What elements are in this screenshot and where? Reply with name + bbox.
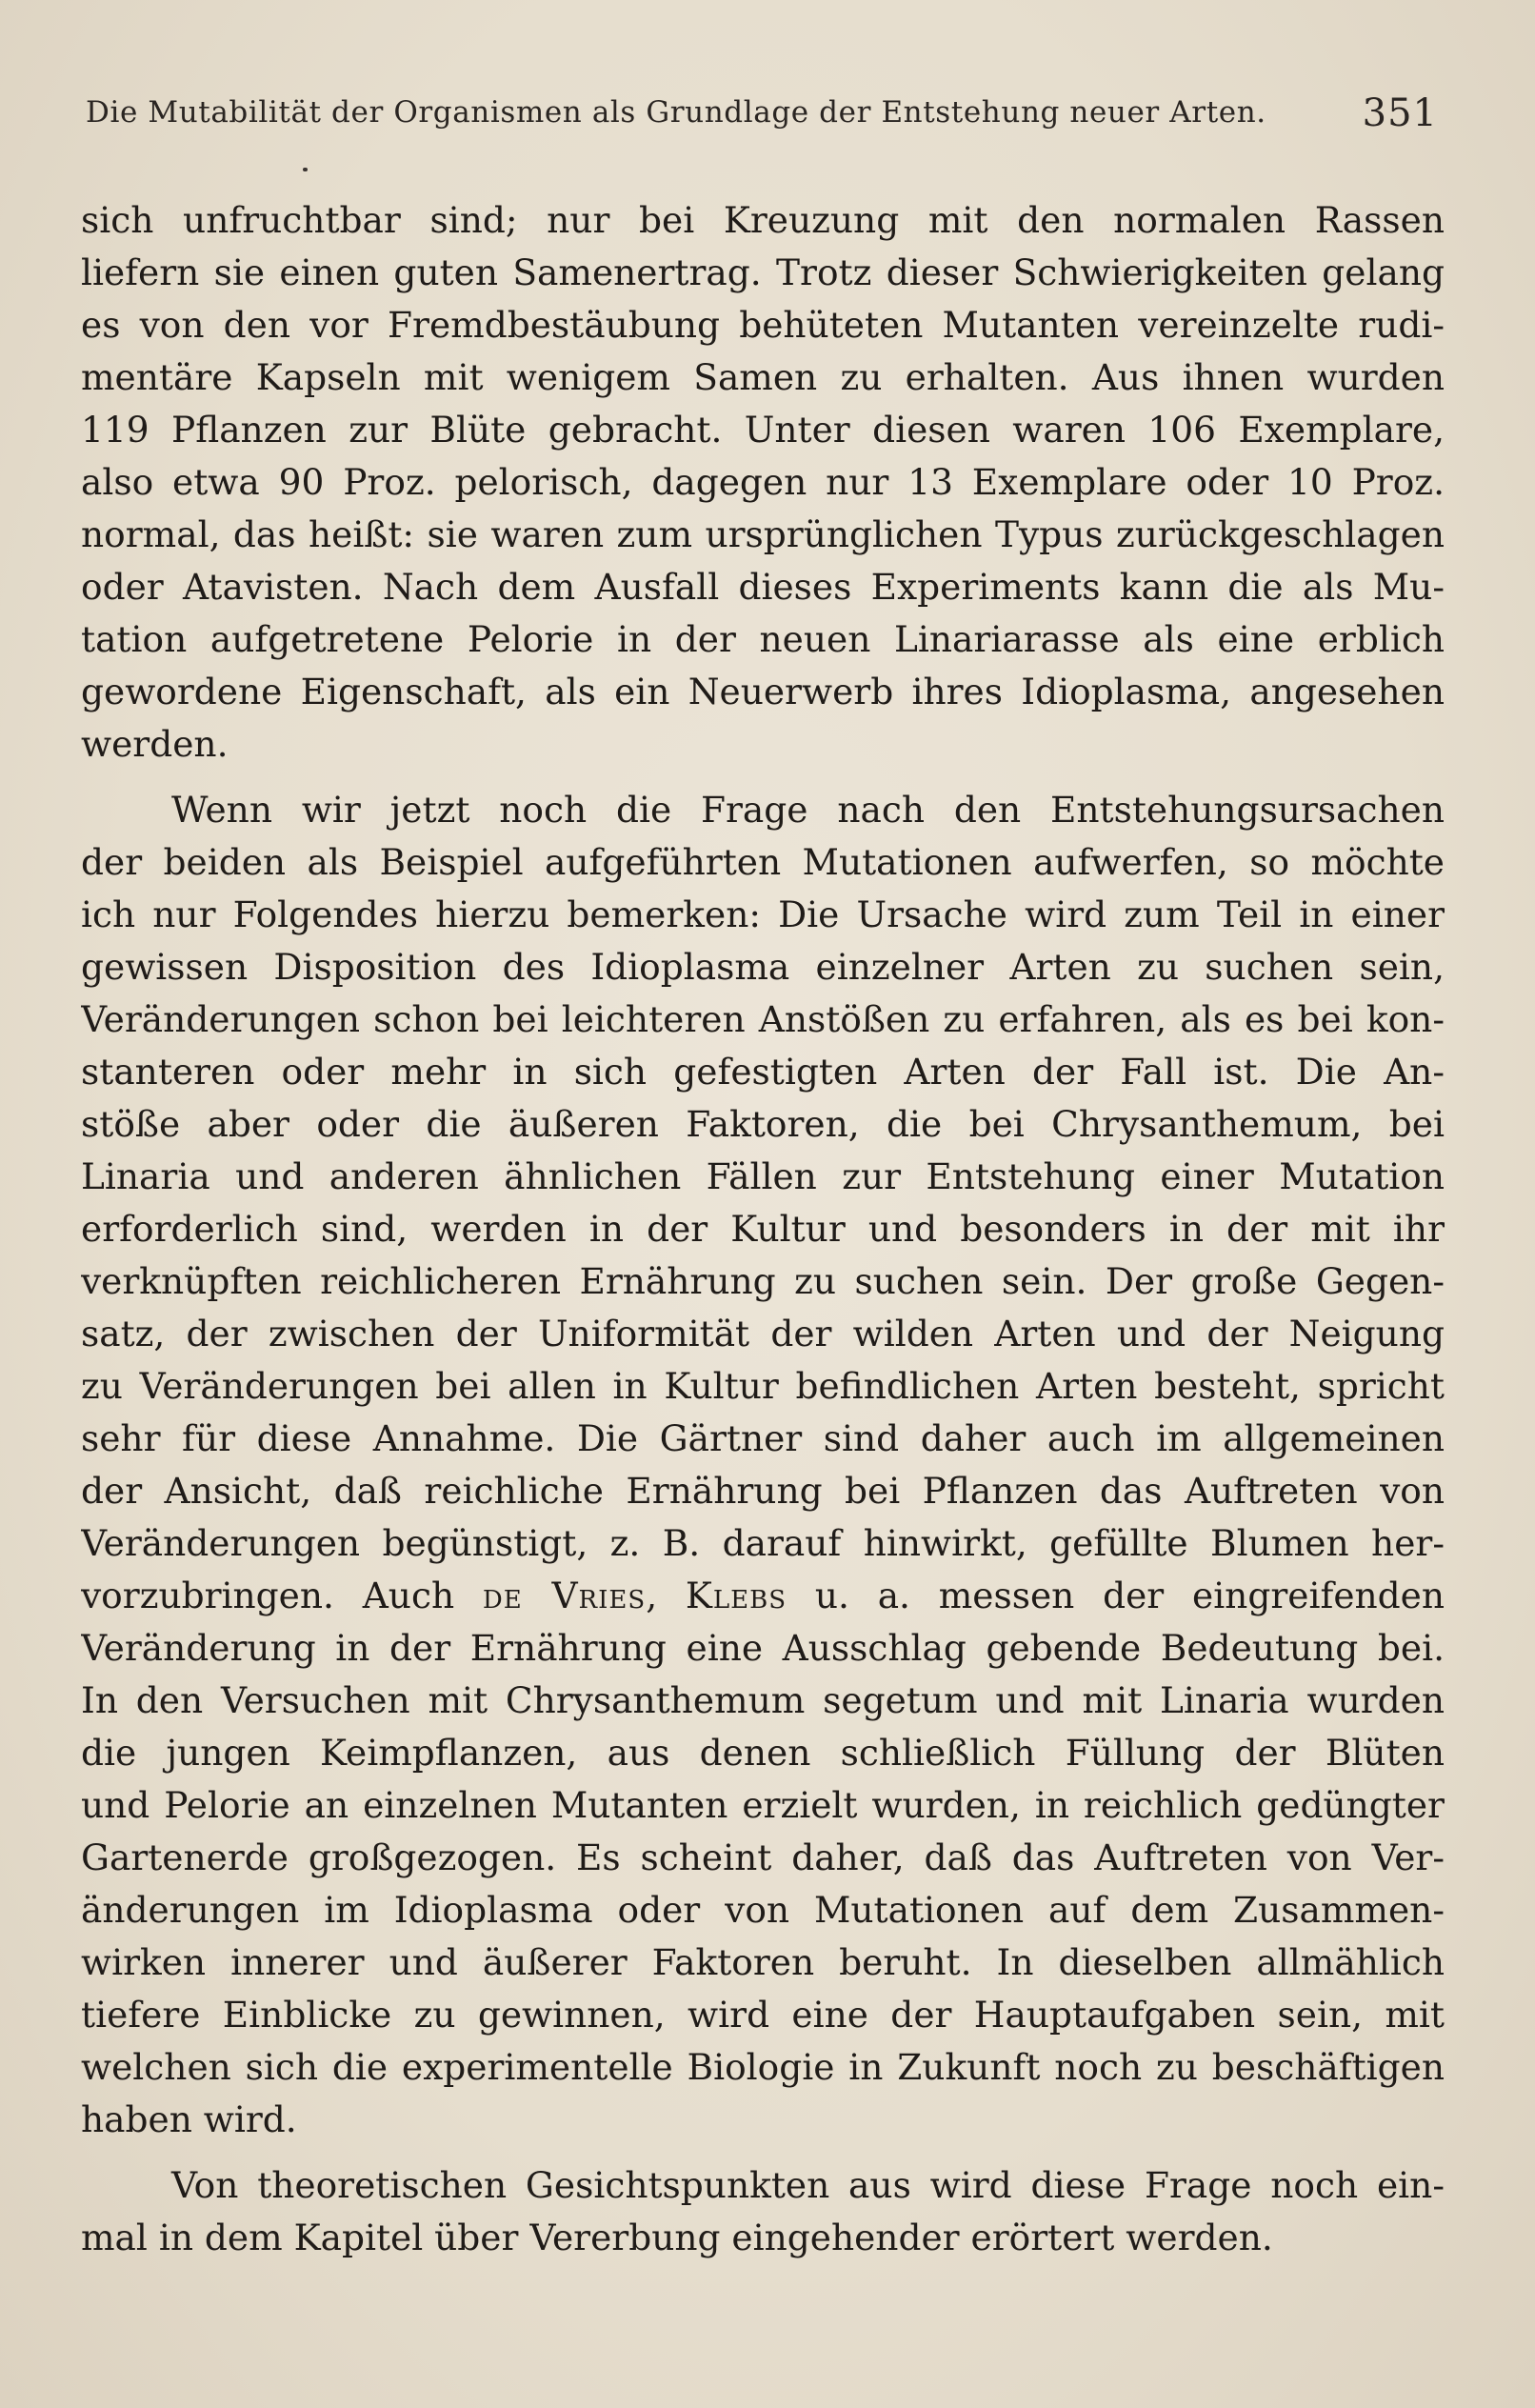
text-line: Veränderungen schon bei leichteren Anstößen zu erfahren, als es bei kon- (81, 998, 1445, 1040)
text-line: zu Veränderungen bei allen in Kultur befindlichen Arten besteht, spricht (81, 1365, 1445, 1407)
paragraph-1 (81, 194, 1445, 771)
text-line: oder Atavisten. Nach dem Ausfall dieses Experiments kann die als Mu- (81, 566, 1445, 608)
text-line: 119 Pflanzen zur Blüte gebracht. Unter diesen waren 106 Exemplare, (81, 409, 1445, 451)
text-line: also etwa 90 Proz. pelorisch, dagegen nur 13 Exemplare oder 10 Proz. (81, 461, 1445, 503)
text-line: Linaria und anderen ähnlichen Fällen zur Entstehung einer Mutation (81, 1155, 1445, 1197)
text-line-with-author-names (81, 1570, 1445, 1622)
text-line: liefern sie einen guten Samenertrag. Trotz dieser Schwierigkeiten gelang (81, 251, 1445, 293)
text-line: Veränderungen begünstigt, z. B. darauf hinwirkt, gefüllte Blumen her- (81, 1522, 1445, 1564)
text-line: Von theoretischen Gesichtspunkten aus wird diese Frage noch ein- (171, 2164, 1445, 2206)
text-line: es von den vor Fremdbestäubung behüteten Mutanten vereinzelte rudi- (81, 304, 1445, 346)
text-line: welchen sich die experimentelle Biologie in Zukunft noch zu beschäftigen (81, 2046, 1445, 2088)
text-line: mentäre Kapseln mit wenigem Samen zu erhalten. Aus ihnen wurden (81, 356, 1445, 398)
text-line: Wenn wir jetzt noch die Frage nach den Entstehungsursachen (171, 789, 1445, 831)
text-line: In den Versuchen mit Chrysanthemum segetum und mit Linaria wurden (81, 1679, 1445, 1721)
page-number: 351 (1362, 91, 1438, 135)
text-segment: u. a. messen der eingreifenden (787, 1575, 1445, 1616)
text-line: sich unfruchtbar sind; nur bei Kreuzung mit den normalen Rassen (81, 199, 1445, 241)
text-line: satz, der zwischen der Uniformität der wilden Arten und der Neigung (81, 1313, 1445, 1354)
text-line: der beiden als Beispiel aufgeführten Mutationen aufwerfen, so möchte (81, 841, 1445, 883)
text-line: mal in dem Kapitel über Vererbung eingehender erörtert werden. (81, 2217, 1273, 2258)
text-line: ich nur Folgendes hierzu bemerken: Die Ursache wird zum Teil in einer (81, 893, 1445, 935)
running-head (86, 91, 1438, 149)
author-name-de-vries: de Vries (482, 1575, 647, 1616)
paragraph-gap (81, 771, 1445, 784)
text-segment: vorzubringen. Auch (81, 1575, 483, 1616)
text-line: werden. (81, 723, 229, 765)
paragraph-gap (81, 2146, 1445, 2159)
text-line: gewissen Disposition des Idioplasma einzelner Arten zu suchen sein, (81, 946, 1445, 988)
text-line: verknüpften reichlicheren Ernährung zu suchen sein. Der große Gegen- (81, 1260, 1445, 1302)
text-line: sehr für diese Annahme. Die Gärtner sind daher auch im allgemeinen (81, 1417, 1445, 1459)
text-line: stöße aber oder die äußeren Faktoren, die bei Chrysanthemum, bei (81, 1103, 1445, 1145)
text-line: tiefere Einblicke zu gewinnen, wird eine der Hauptaufgaben sein, mit (81, 1994, 1445, 2036)
text-line: stanteren oder mehr in sich gefestigten Arten der Fall ist. Die An- (81, 1051, 1445, 1093)
text-line: und Pelorie an einzelnen Mutanten erzielt wurden, in reichlich gedüngter (81, 1784, 1445, 1826)
text-line: Veränderung in der Ernährung eine Ausschlag gebende Bedeutung bei. (81, 1627, 1445, 1669)
paragraph-2 (81, 784, 1445, 2146)
author-name-klebs: Klebs (685, 1575, 787, 1616)
text-segment: , (646, 1575, 686, 1616)
text-line: Gartenerde großgezogen. Es scheint daher, daß das Auftreten von Ver- (81, 1836, 1445, 1878)
printing-speck (303, 168, 308, 171)
text-line: wirken innerer und äußerer Faktoren beruht. In dieselben allmählich (81, 1941, 1445, 1983)
running-title: Die Mutabilität der Organismen als Grundlage der Entstehung neuer Arten. (86, 95, 1266, 130)
text-line: erforderlich sind, werden in der Kultur und besonders in der mit ihr (81, 1208, 1445, 1250)
text-line: änderungen im Idioplasma oder von Mutationen auf dem Zusammen- (81, 1889, 1445, 1931)
text-line: normal, das heißt: sie waren zum ursprünglichen Typus zurückgeschlagen (81, 513, 1445, 555)
text-line: gewordene Eigenschaft, als ein Neuerwerb ihres Idioplasma, angesehen (81, 671, 1445, 712)
text-line: tation aufgetretene Pelorie in der neuen Linariarasse als eine erblich (81, 618, 1445, 660)
text-line: die jungen Keimpflanzen, aus denen schließlich Füllung der Blüten (81, 1732, 1445, 1774)
body-text (81, 194, 1445, 2264)
paragraph-3 (81, 2159, 1445, 2264)
text-line: haben wird. (81, 2098, 297, 2140)
text-line: der Ansicht, daß reichliche Ernährung bei Pflanzen das Auftreten von (81, 1470, 1445, 1512)
